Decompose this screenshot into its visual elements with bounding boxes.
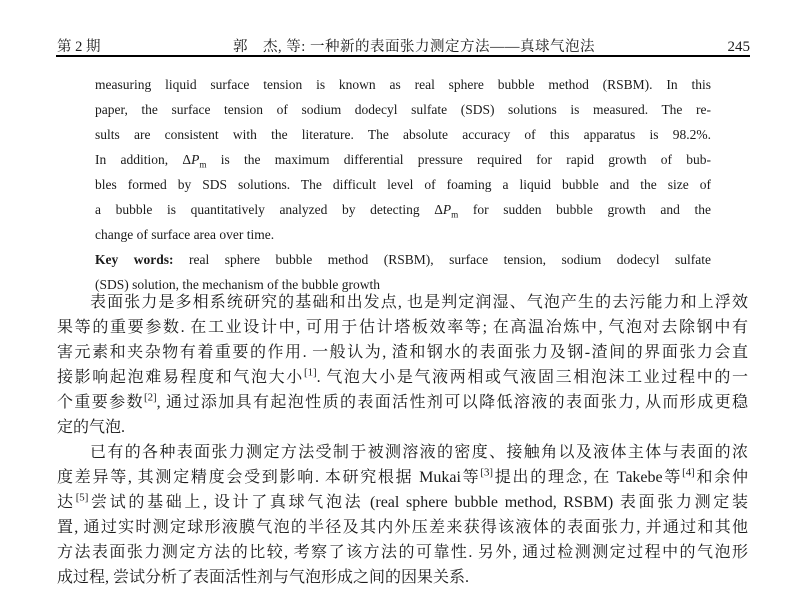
page-number: 245 (727, 39, 750, 55)
body-paragraph-2 (57, 440, 748, 590)
body-line: 度差异等, 其测定精度会受到影响. 本研究根据 Mukai等[3]提出的理念, 在 Takebe等[4]和余仲 (57, 466, 748, 486)
abstract-line: sults are consistent with the literature. The absolute accuracy of this apparatus is 98.2%. (95, 127, 711, 142)
abstract-line: In addition, $\Delta P_m$ is the maximum differential pressure required for rapid growth of bub- (95, 152, 712, 170)
body-paragraph-1 (57, 290, 748, 440)
body-line: 果等的重要参数. 在工业设计中, 可用于估计塔板效率等; 在高温冶炼中, 气泡对去除钢中有 (57, 319, 748, 336)
abstract-line: a bubble is quantitatively analyzed by detecting $\Delta P_m$ for sudden bubble growth and the (95, 202, 711, 220)
running-title: 郭 杰, 等: 一种新的表面张力测定方法——真球气泡法 (233, 39, 595, 55)
chinese-body (57, 290, 748, 590)
abstract-line: Key words: real sphere bubble method (RSBM), surface tension, sodium dodecyl sulfate (95, 252, 711, 267)
abstract-line: measuring liquid surface tension is known as real sphere bubble method (RSBM). In this (95, 77, 711, 92)
body-line: 害元素和夹杂物有着重要的作用. 一般认为, 渣和钢水的表面张力及钢-渣间的界面张力会直 (57, 344, 748, 361)
abstract-line: bles formed by SDS solutions. The difficult level of foaming a liquid bubble and the size of (95, 177, 711, 192)
body-line: 达[5]尝试的基础上, 设计了真球气泡法 (real sphere bubble method, RSBM) 表面张力测定装 (57, 491, 748, 511)
abstract-line: (SDS) solution, the mechanism of the bubble growth (95, 277, 380, 292)
body-line: 接影响起泡难易程度和气泡大小[1]. 气泡大小是气液两相或气液固三相泡沫工业过程中的一 (57, 366, 748, 386)
page-header (57, 35, 750, 56)
body-line: 成过程, 尝试分析了表面活性剂与气泡形成之间的因果关系. (57, 569, 470, 586)
abstract-line: paper, the surface tension of sodium dodecyl sulfate (SDS) solutions is measured. The re- (95, 102, 711, 117)
body-line: 表面张力是多相系统研究的基础和出发点, 也是判定润湿、气泡产生的去污能力和上浮效 (90, 294, 748, 311)
body-line: 置, 通过实时测定球形液膜气泡的半径及其内外压差来获得该液体的表面张力, 并通过和其他 (57, 519, 748, 536)
journal-issue-label: 第 2 期 (57, 39, 101, 55)
abstract-line: change of surface area over time. (95, 227, 275, 242)
body-line: 已有的各种表面张力测定方法受制于被测溶液的密度、接触角以及液体主体与表面的浓 (90, 444, 748, 461)
body-line: 方法表面张力测定方法的比较, 考察了该方法的可靠性. 另外, 通过检测测定过程中的气泡形 (57, 544, 748, 561)
body-line: 定的气泡. (57, 419, 126, 436)
english-abstract-block (95, 72, 711, 297)
header-rule (56, 55, 750, 57)
body-line: 个重要参数[2], 通过添加具有起泡性质的表面活性剂可以降低溶液的表面张力, 从而形成更稳 (57, 391, 748, 411)
